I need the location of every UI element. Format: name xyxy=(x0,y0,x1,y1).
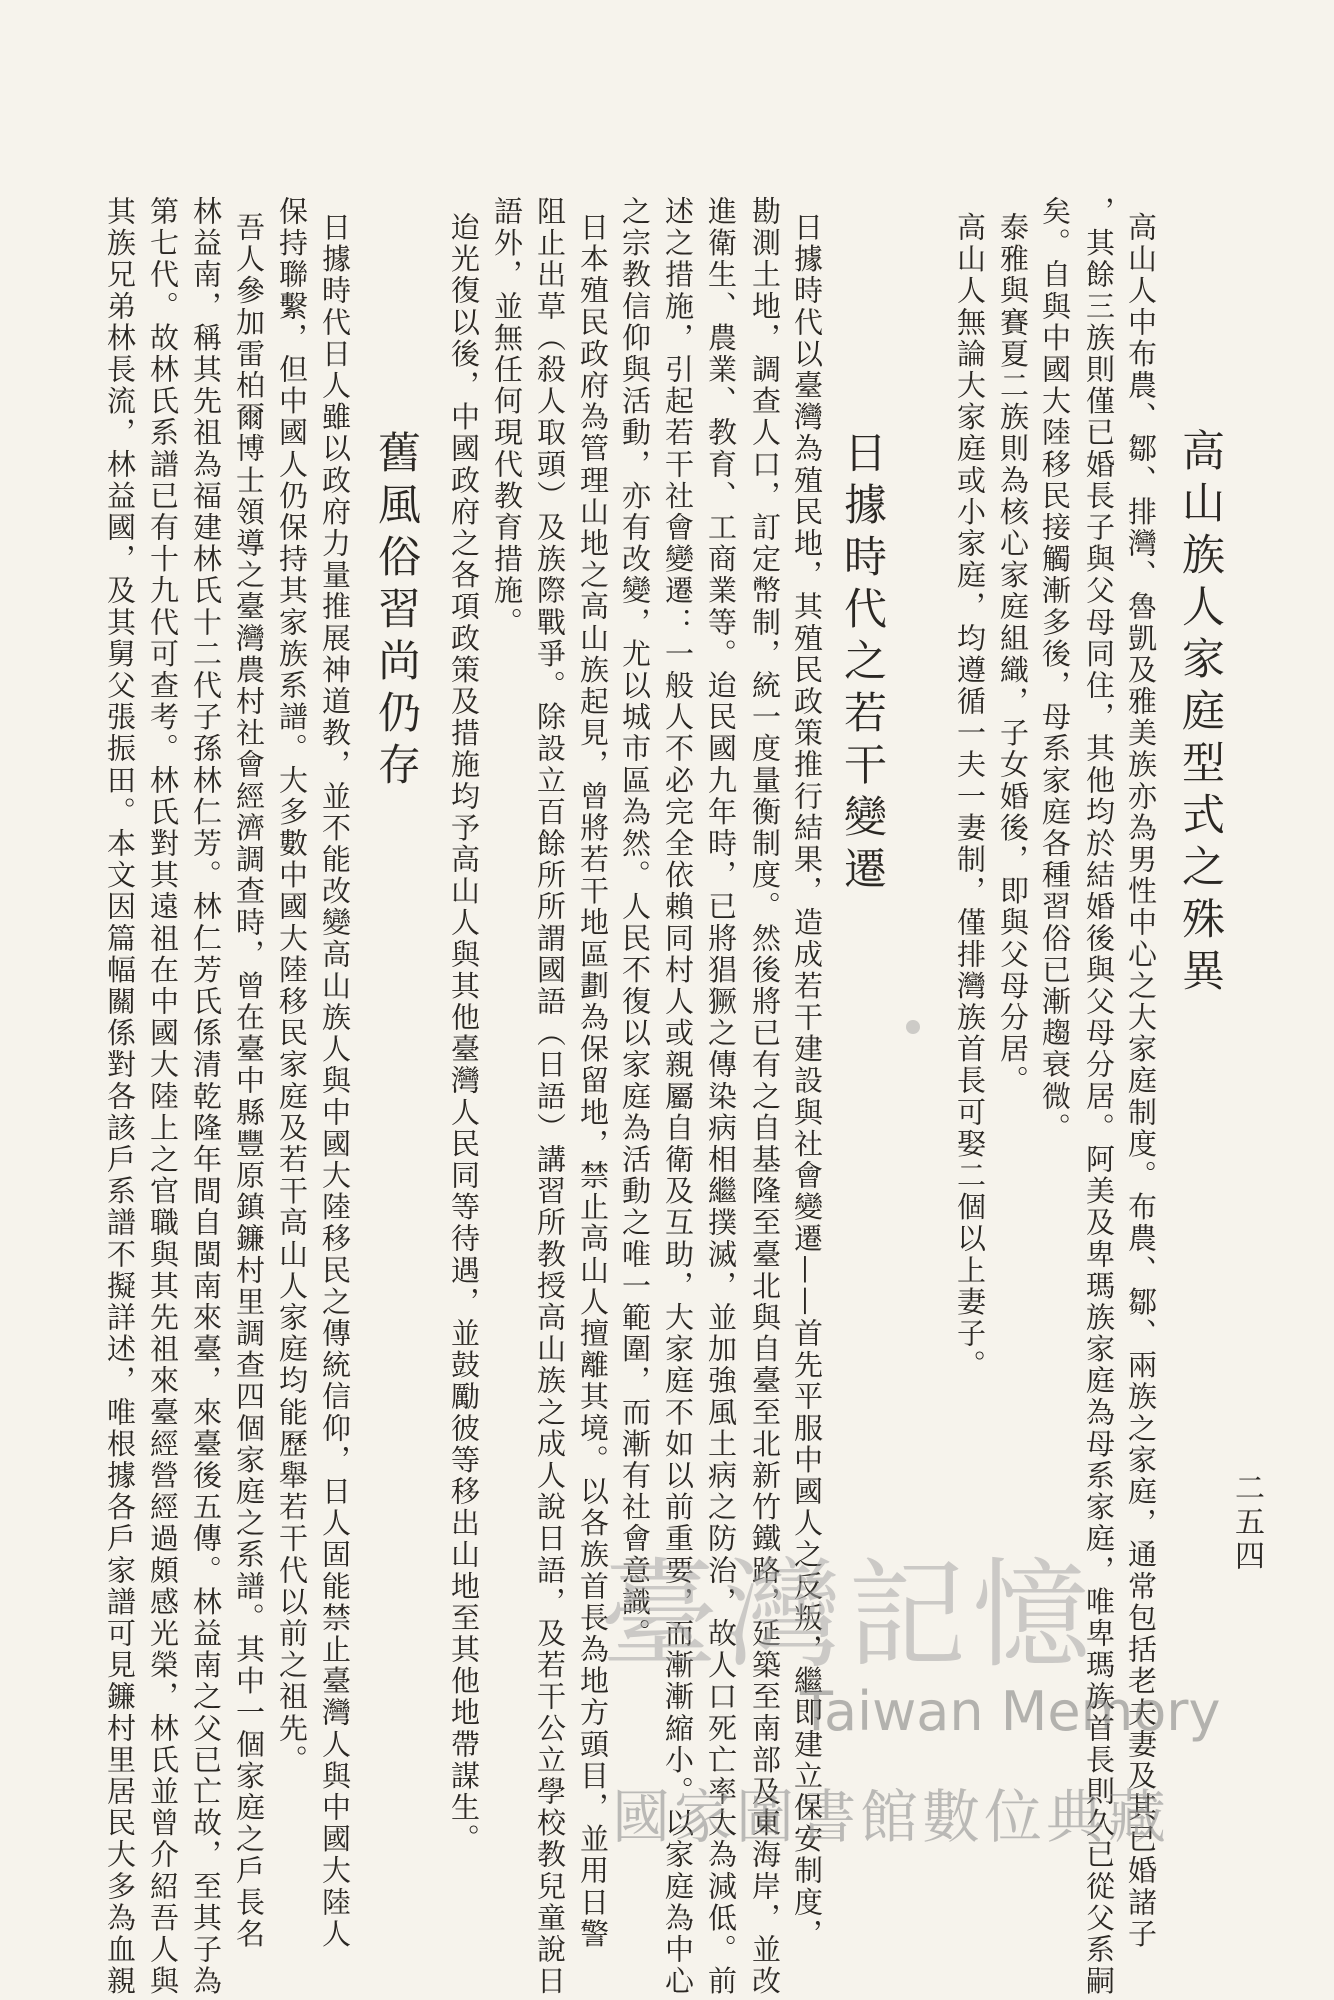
section-2-title: 日據時代之若干變遷 xyxy=(837,430,887,898)
section-1-paragraph-line: ，其餘三族則僅已婚長子與父母同住，其他均於結婚後與父母分居。阿美及卑瑪族家庭為母系家庭，唯卑瑪族首長則久已從父系嗣 xyxy=(1082,196,1116,1998)
section-1-title: 高山族人家庭型式之殊異 xyxy=(1175,428,1225,1000)
section-3-paragraph-line: 其族兄弟林長流，林益國，及其舅父張振田。本文因篇幅關係對各該戶系譜不擬詳述，唯根據各戶家譜可見鐮村里居民大多為血親 xyxy=(103,196,137,1998)
section-3-paragraph-line: 林益南，稱其先祖為福建林氏十二代子孫林仁芳。林仁芳氏係清乾隆年間自閩南來臺，來臺後五傳。林益南之父已亡故，至其子為 xyxy=(189,196,223,1998)
binding-hole xyxy=(906,1020,920,1034)
section-3-paragraph-line: 保持聯繫，但中國人仍保持其家族系譜。大多數中國大陸移民家庭及若干高山人家庭均能歷舉若干代以前之祖先。 xyxy=(275,196,309,1776)
section-3-paragraph-line: 第七代。故林氏系譜已有十九代可查考。林氏對其遠祖在中國大陸上之官職與其先祖來臺經營經過頗感光榮，林氏並曾介紹吾人與 xyxy=(146,196,180,1998)
page-number: 二五四 xyxy=(1229,1472,1264,1574)
watermark-english: Taiwan Memory xyxy=(800,1680,1221,1743)
section-2-paragraph-line: 勘測土地，調查人口，訂定幣制，統一度量衡制度。然後將已有之自基隆至臺北與自臺至北新竹鐵路，延築至南部及東海岸，並改 xyxy=(748,196,782,1998)
section-1-paragraph-line: 高山人中布農、鄒、排灣、魯凱及雅美族亦為男性中心之大家庭制度。布農、鄒、兩族之家庭，通常包括老夫妻及其已婚諸子 xyxy=(1124,212,1158,1950)
watermark xyxy=(600,1520,1270,1850)
section-2-paragraph-line: 迨光復以後，中國政府之各項政策及措施均予高山人與其他臺灣人民同等待遇，並鼓勵彼等移出山地至其他地帶謀生。 xyxy=(447,212,481,1856)
section-3-title: 舊風俗習尚仍存 xyxy=(371,430,421,794)
section-2-paragraph-line: 阻止出草（殺人取頭）及族際戰爭。除設立百餘所所謂國語（日語）講習所教授高山族之成人說日語，及若干公立學校教兒童說日 xyxy=(533,196,567,1998)
section-2-paragraph-line: 日本殖民政府為管理山地之高山族起見，曾將若干地區劃為保留地，禁止高山人擅離其境。以各族首長為地方頭目，並用日警 xyxy=(576,212,610,1950)
section-2-paragraph-line: 語外，並無任何現代教育措施。 xyxy=(490,196,524,639)
section-3-paragraph-line: 吾人參加雷柏爾博士領導之臺灣農村社會經濟調查時，曾在臺中縣豐原鎮鐮村里調查四個家庭之系譜。其中一個家庭之戶長名 xyxy=(232,212,266,1950)
section-1-paragraph-line: 矣。自與中國大陸移民接觸漸多後，母系家庭各種習俗已漸趨衰微。 xyxy=(1038,196,1072,1144)
section-3-paragraph-line: 日據時代日人雖以政府力量推展神道教，並不能改變高山族人與中國大陸移民之傳統信仰，日人固能禁止臺灣人與中國大陸人 xyxy=(318,212,352,1950)
section-2-paragraph-line: 日據時代以臺灣為殖民地，其殖民政策推行結果，造成若干建設與社會變遷——首先平服中國人之反叛，繼即建立保安制度， xyxy=(790,212,824,1950)
watermark-logo: 臺灣記憶 xyxy=(600,1546,1097,1684)
section-1-paragraph-line: 高山人無論大家庭或小家庭，均遵循一夫一妻制，僅排灣族首長可娶二個以上妻子。 xyxy=(953,212,987,1382)
section-2-paragraph-line: 之宗教信仰與活動，亦有改變，尤以城市區為然。人民不復以家庭為活動之唯一範圍，而漸有社會意識。 xyxy=(618,196,652,1650)
section-1-paragraph-line: 泰雅與賽夏二族則為核心家庭組織，子女婚後，即與父母分居。 xyxy=(996,212,1030,1097)
watermark-chinese: 國家圖書館數位典藏 xyxy=(612,1783,1171,1851)
section-2-paragraph-line: 述之措施，引起若干社會變遷：一般人不必完全依賴同村人或親屬自衛及互助，大家庭不如以前重要，而漸漸縮小。以家庭為中心 xyxy=(661,196,695,1998)
section-2-paragraph-line: 進衛生、農業、教育、工商業等。迨民國九年時，已將猖獗之傳染病相繼撲滅，並加強風土病之防治，故人口死亡率大為減低。前 xyxy=(704,196,738,1998)
